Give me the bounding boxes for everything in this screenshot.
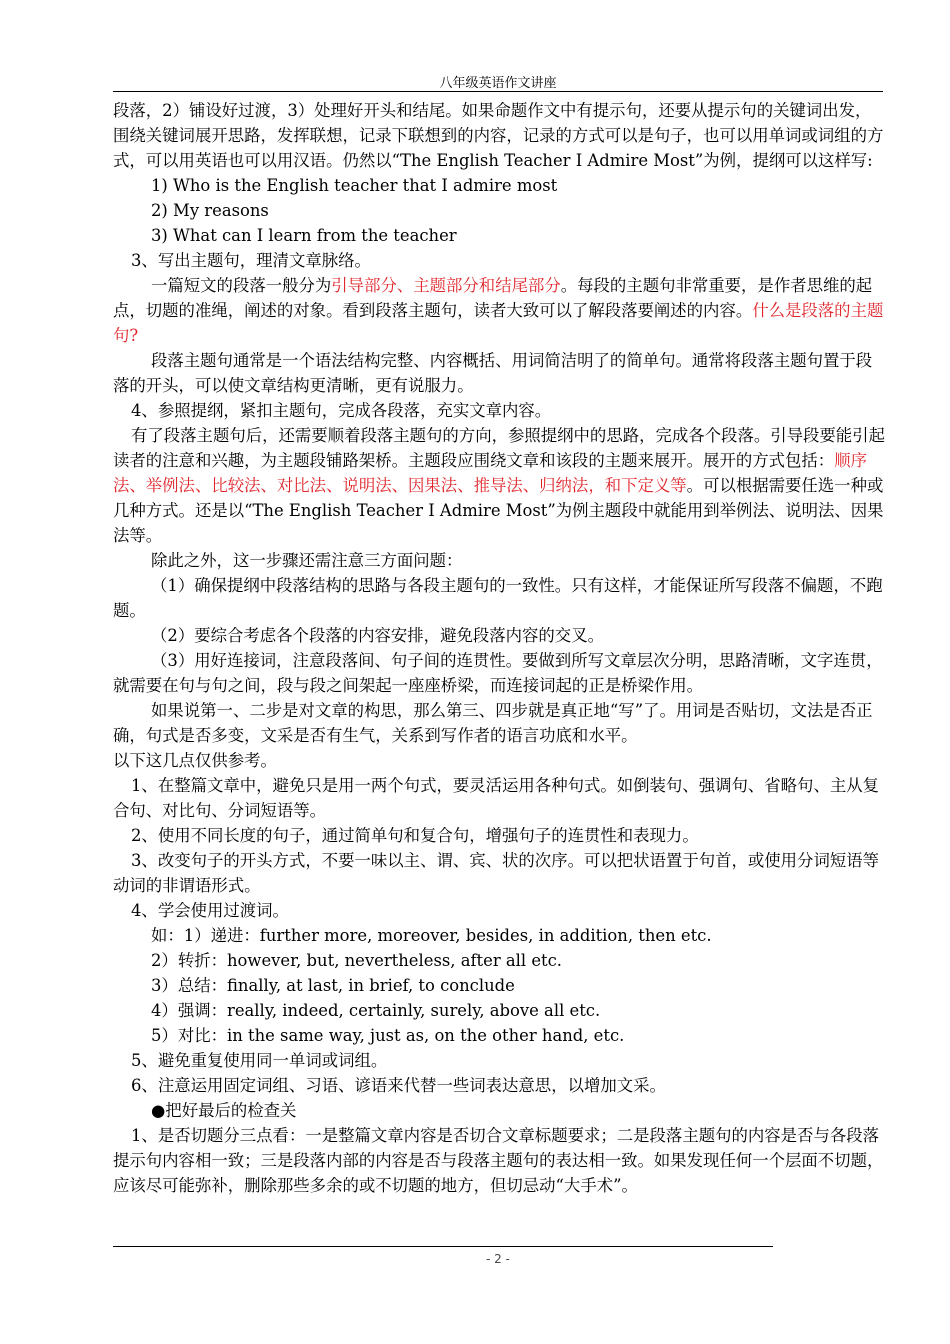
transition-item: 如：1）递进：further more, moreover, besides, in addition, then etc. [151,926,712,945]
check-item: 1、是否切题分三点看：一是整篇文章内容是否切合文章标题要求；二是段落主题句的内容是否与各段落提示句内容相一致；三是段落内部的内容是否与段落主题句的表达相一致。如果发现任何一个层面不切题，应该尽可能弥补，删除那些多余的或不切题的地方，但切忌动“大手术”。 [113,1126,884,1195]
highlight-text: 引导部分、主题部分和结尾部分 [331,276,561,295]
note-item: （1）确保提纲中段落结构的思路与各段主题句的一致性。只有这样，才能保证所写段落不偏题，不跑题。 [113,576,883,620]
paragraph-outline-intro: 段落，2）铺设好过渡，3）处理好开头和结尾。如果命题作文中有提示句，还要从提示句的关键词出发，围绕关键词展开思路，发挥联想，记录下联想到的内容，记录的方式可以是句子，也可以用单词或词组的方式，可以用英语也可以用汉语。仍然以“The English Teacher I Admire Most”为例，提纲可以这样写: [113,101,884,170]
tip-item: 3、改变句子的开头方式，不要一味以主、谓、宾、状的次序。可以把状语置于句首，或使用分词短语等动词的非谓语形式。 [113,851,880,895]
paragraph-structure [113,273,885,348]
highlight-text: 顺序法、举例法、比较法、对比法、说明法、因果法、推导法、归纳法，和下定义等 [113,451,867,495]
text-run: 。每段的主题句非常重要，是作者思维的起点，切题的准绳，阐述的对象。看到段落主题句，读者大致可以了解段落要阐述的内容。 [113,276,873,320]
tip-item: 4、学会使用过渡词。 [131,901,289,920]
step-4-heading: 4、参照提纲，紧扣主题句，完成各段落，充实文章内容。 [131,401,552,420]
paragraph-development [113,423,885,548]
page-number: - 2 - [486,1252,510,1266]
transition-item: 4）强调：really, indeed, certainly, surely, above all etc. [151,1001,601,1020]
paragraph-reference: 以下这几点仅供参考。 [113,751,277,770]
note-item: （3）用好连接词，注意段落间、句子间的连贯性。要做到所写文章层次分明，思路清晰，文字连贯，就需要在句与句之间，段与段之间架起一座座桥梁，而连接词起的正是桥梁作用。 [113,651,883,695]
paragraph-writing: 如果说第一、二步是对文章的构思，那么第三、四步就是真正地“写”了。用词是否贴切，文法是否正确，句式是否多变，文采是否有生气，关系到写作者的语言功底和水平。 [113,701,873,745]
note-item: （2）要综合考虑各个段落的内容安排，避免段落内容的交叉。 [151,626,604,645]
outline-item: 1) Who is the English teacher that I admire most [151,176,558,195]
paragraph-topic-sentence: 段落主题句通常是一个语法结构完整、内容概括、用词简洁明了的简单句。通常将段落主题句置于段落的开头，可以使文章结构更清晰，更有说服力。 [113,351,873,395]
tip-item: 6、注意运用固定词组、习语、谚语来代替一些词表达意思，以增加文采。 [131,1076,666,1095]
section-heading: ●把好最后的检查关 [151,1101,297,1120]
outline-item: 2) My reasons [151,201,269,220]
highlight-text: 什么是段落的主题句? [113,301,884,345]
text-run: 一篇短文的段落一般分为 [151,276,332,295]
step-3-heading: 3、写出主题句，理清文章脉络。 [131,251,371,270]
transition-item: 3）总结：finally, at last, in brief, to conclude [151,976,515,995]
footer-divider [113,1246,773,1247]
outline-item: 3) What can I learn from the teacher [151,226,457,245]
paragraph-notes-intro: 除此之外，这一步骤还需注意三方面问题： [151,551,463,570]
transition-item: 2）转折：however, but, nevertheless, after all etc. [151,951,563,970]
page-header-title: 八年级英语作文讲座 [439,76,557,91]
tip-item: 2、使用不同长度的句子，通过简单句和复合句，增强句子的连贯性和表现力。 [131,826,699,845]
transition-item: 5）对比：in the same way, just as, on the other hand, etc. [151,1026,625,1045]
tip-item: 5、避免重复使用同一单词或词组。 [131,1051,388,1070]
header-divider [113,91,883,92]
tip-item: 1、在整篇文章中，避免只是用一两个句式，要灵活运用各种句式。如倒装句、强调句、省略句、主从复合句、对比句、分词短语等。 [113,776,880,820]
text-run: 有了段落主题句后，还需要顺着段落主题句的方向，参照提纲中的思路，完成各个段落。引导段要能引起读者的注意和兴趣，为主题段铺路架桥。主题段应围绕文章和该段的主题来展开。展开的方式包括： [113,426,885,470]
document-body [113,98,885,1198]
text-run: 。可以根据需要任选一种或几种方式。还是以“The English Teacher I Admire Most”为例主题段中就能用到举例法、说明法、因果法等。 [113,476,884,545]
